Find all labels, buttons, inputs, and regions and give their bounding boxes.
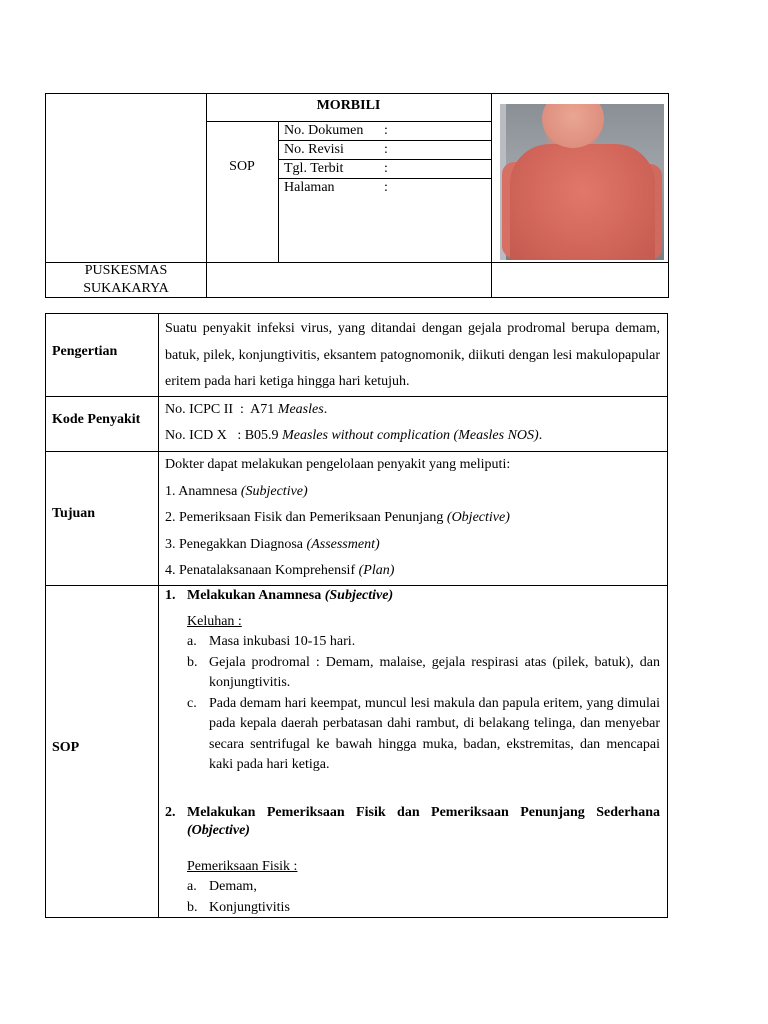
list-item [187, 898, 660, 919]
field-no-revisi: No. Revisi [284, 142, 344, 157]
divider [278, 121, 279, 262]
step-pemeriksaan-title: Melakukan Pemeriksaan Fisik dan Pemeriksaan Penunjang Sederhana [187, 805, 660, 820]
row-label-pengertian: Pengertian [52, 344, 118, 359]
row-label-kode-penyakit: Kode Penyakit [52, 412, 141, 427]
tujuan-item [165, 558, 660, 585]
divider [46, 585, 667, 586]
field-separator: : [384, 180, 388, 195]
list-item [187, 632, 660, 653]
tujuan-content [165, 452, 660, 585]
step-number: 1. [165, 588, 176, 603]
field-separator: : [384, 123, 388, 138]
tujuan-item-text: 4. Penatalaksanaan Komprehensif [165, 563, 359, 578]
keluhan-heading: Keluhan : [187, 614, 242, 629]
field-tgl-terbit: Tgl. Terbit [284, 161, 344, 176]
divider [158, 314, 159, 917]
field-separator: : [384, 161, 388, 176]
icd-disease-name: Measles without complication (Measles NOS) [282, 428, 539, 443]
icd-code: No. ICD X : B05.9 [165, 428, 283, 443]
tujuan-item [165, 505, 660, 532]
pemeriksaan-fisik-heading: Pemeriksaan Fisik : [187, 859, 298, 874]
tujuan-item-text: 3. Penegakkan Diagnosa [165, 536, 307, 552]
pengertian-text: Suatu penyakit infeksi virus, yang ditandai dengan gejala prodromal berupa demam, batuk, pilek, konjungtivitis, eksantem patognomonik, diikuti dengan lesi makulopapular eritem pada hari ketiga hingga hari ketujuh. [165, 321, 660, 389]
pemeriksaan-fisik-list [187, 877, 660, 918]
tujuan-item-text: 1. Anamnesa [165, 483, 241, 499]
org-name-line2: SUKAKARYA [83, 281, 169, 296]
tujuan-intro: Dokter dapat melakukan pengelolaan penyakit yang meliputi: [165, 457, 511, 472]
child-head [542, 104, 604, 148]
tujuan-item [165, 479, 660, 506]
list-item-text: Masa inkubasi 10-15 hari. [209, 634, 356, 649]
punct: . [538, 428, 543, 443]
step-title-soap: (Subjective) [324, 588, 394, 603]
list-marker: b. [187, 654, 198, 670]
list-item-text: Demam, [209, 879, 257, 894]
document-title: MORBILI [316, 98, 381, 113]
list-marker: a. [187, 879, 197, 894]
keluhan-list [187, 632, 660, 776]
icpc-code: No. ICPC II : A71 [165, 402, 278, 417]
list-marker: b. [187, 899, 198, 915]
punct: . [323, 402, 328, 417]
field-halaman: Halaman [284, 180, 335, 195]
row-label-sop: SOP [52, 740, 80, 755]
child-torso [510, 144, 655, 260]
tujuan-item-soap: (Plan) [358, 563, 395, 578]
divider [491, 94, 492, 297]
list-item [187, 877, 660, 898]
field-no-dokumen: No. Dokumen [284, 123, 364, 138]
step-pemeriksaan-soap: (Objective) [187, 823, 250, 838]
sop-content-table [45, 313, 668, 918]
sop-label: SOP [229, 159, 255, 174]
kode-icd [165, 423, 660, 449]
icpc-disease-name: Measles [277, 402, 324, 417]
measles-rash-photo [500, 104, 664, 260]
list-item-text: Gejala prodromal : Demam, malaise, gejala respirasi atas (pilek, batuk), dan konjungtivitis. [209, 654, 660, 690]
step-number: 2. [165, 805, 176, 820]
kode-icpc [165, 397, 660, 423]
list-marker: a. [187, 634, 197, 649]
row-label-tujuan: Tujuan [52, 506, 96, 521]
list-marker: c. [187, 695, 197, 711]
list-item [187, 653, 660, 694]
list-item-text: Konjungtivitis [209, 899, 290, 915]
list-item [187, 694, 660, 776]
step-title-text: Melakukan Anamnesa [187, 588, 325, 603]
tujuan-item-soap: (Assessment) [306, 536, 380, 552]
list-item-text: Pada demam hari keempat, muncul lesi makula dan papula eritem, yang dimulai pada kepala daerah perbatasan dahi rambut, di belakang telinga, dan menyebar secara sentrifugal ke bawah hingga muka, badan, ekstremitas, dan mencapai kaki pada hari ketiga. [209, 695, 660, 772]
tujuan-item-text: 2. Pemeriksaan Fisik dan Pemeriksaan Penunjang [165, 510, 447, 525]
divider [206, 94, 207, 297]
step-anamnesa-title [187, 587, 393, 605]
field-separator: : [384, 142, 388, 157]
tujuan-item-soap: (Subjective) [240, 483, 308, 499]
org-name-line1: PUSKESMAS [84, 263, 168, 278]
tujuan-item [165, 532, 660, 559]
document-header-table [45, 93, 669, 298]
tujuan-item-soap: (Objective) [446, 510, 510, 525]
